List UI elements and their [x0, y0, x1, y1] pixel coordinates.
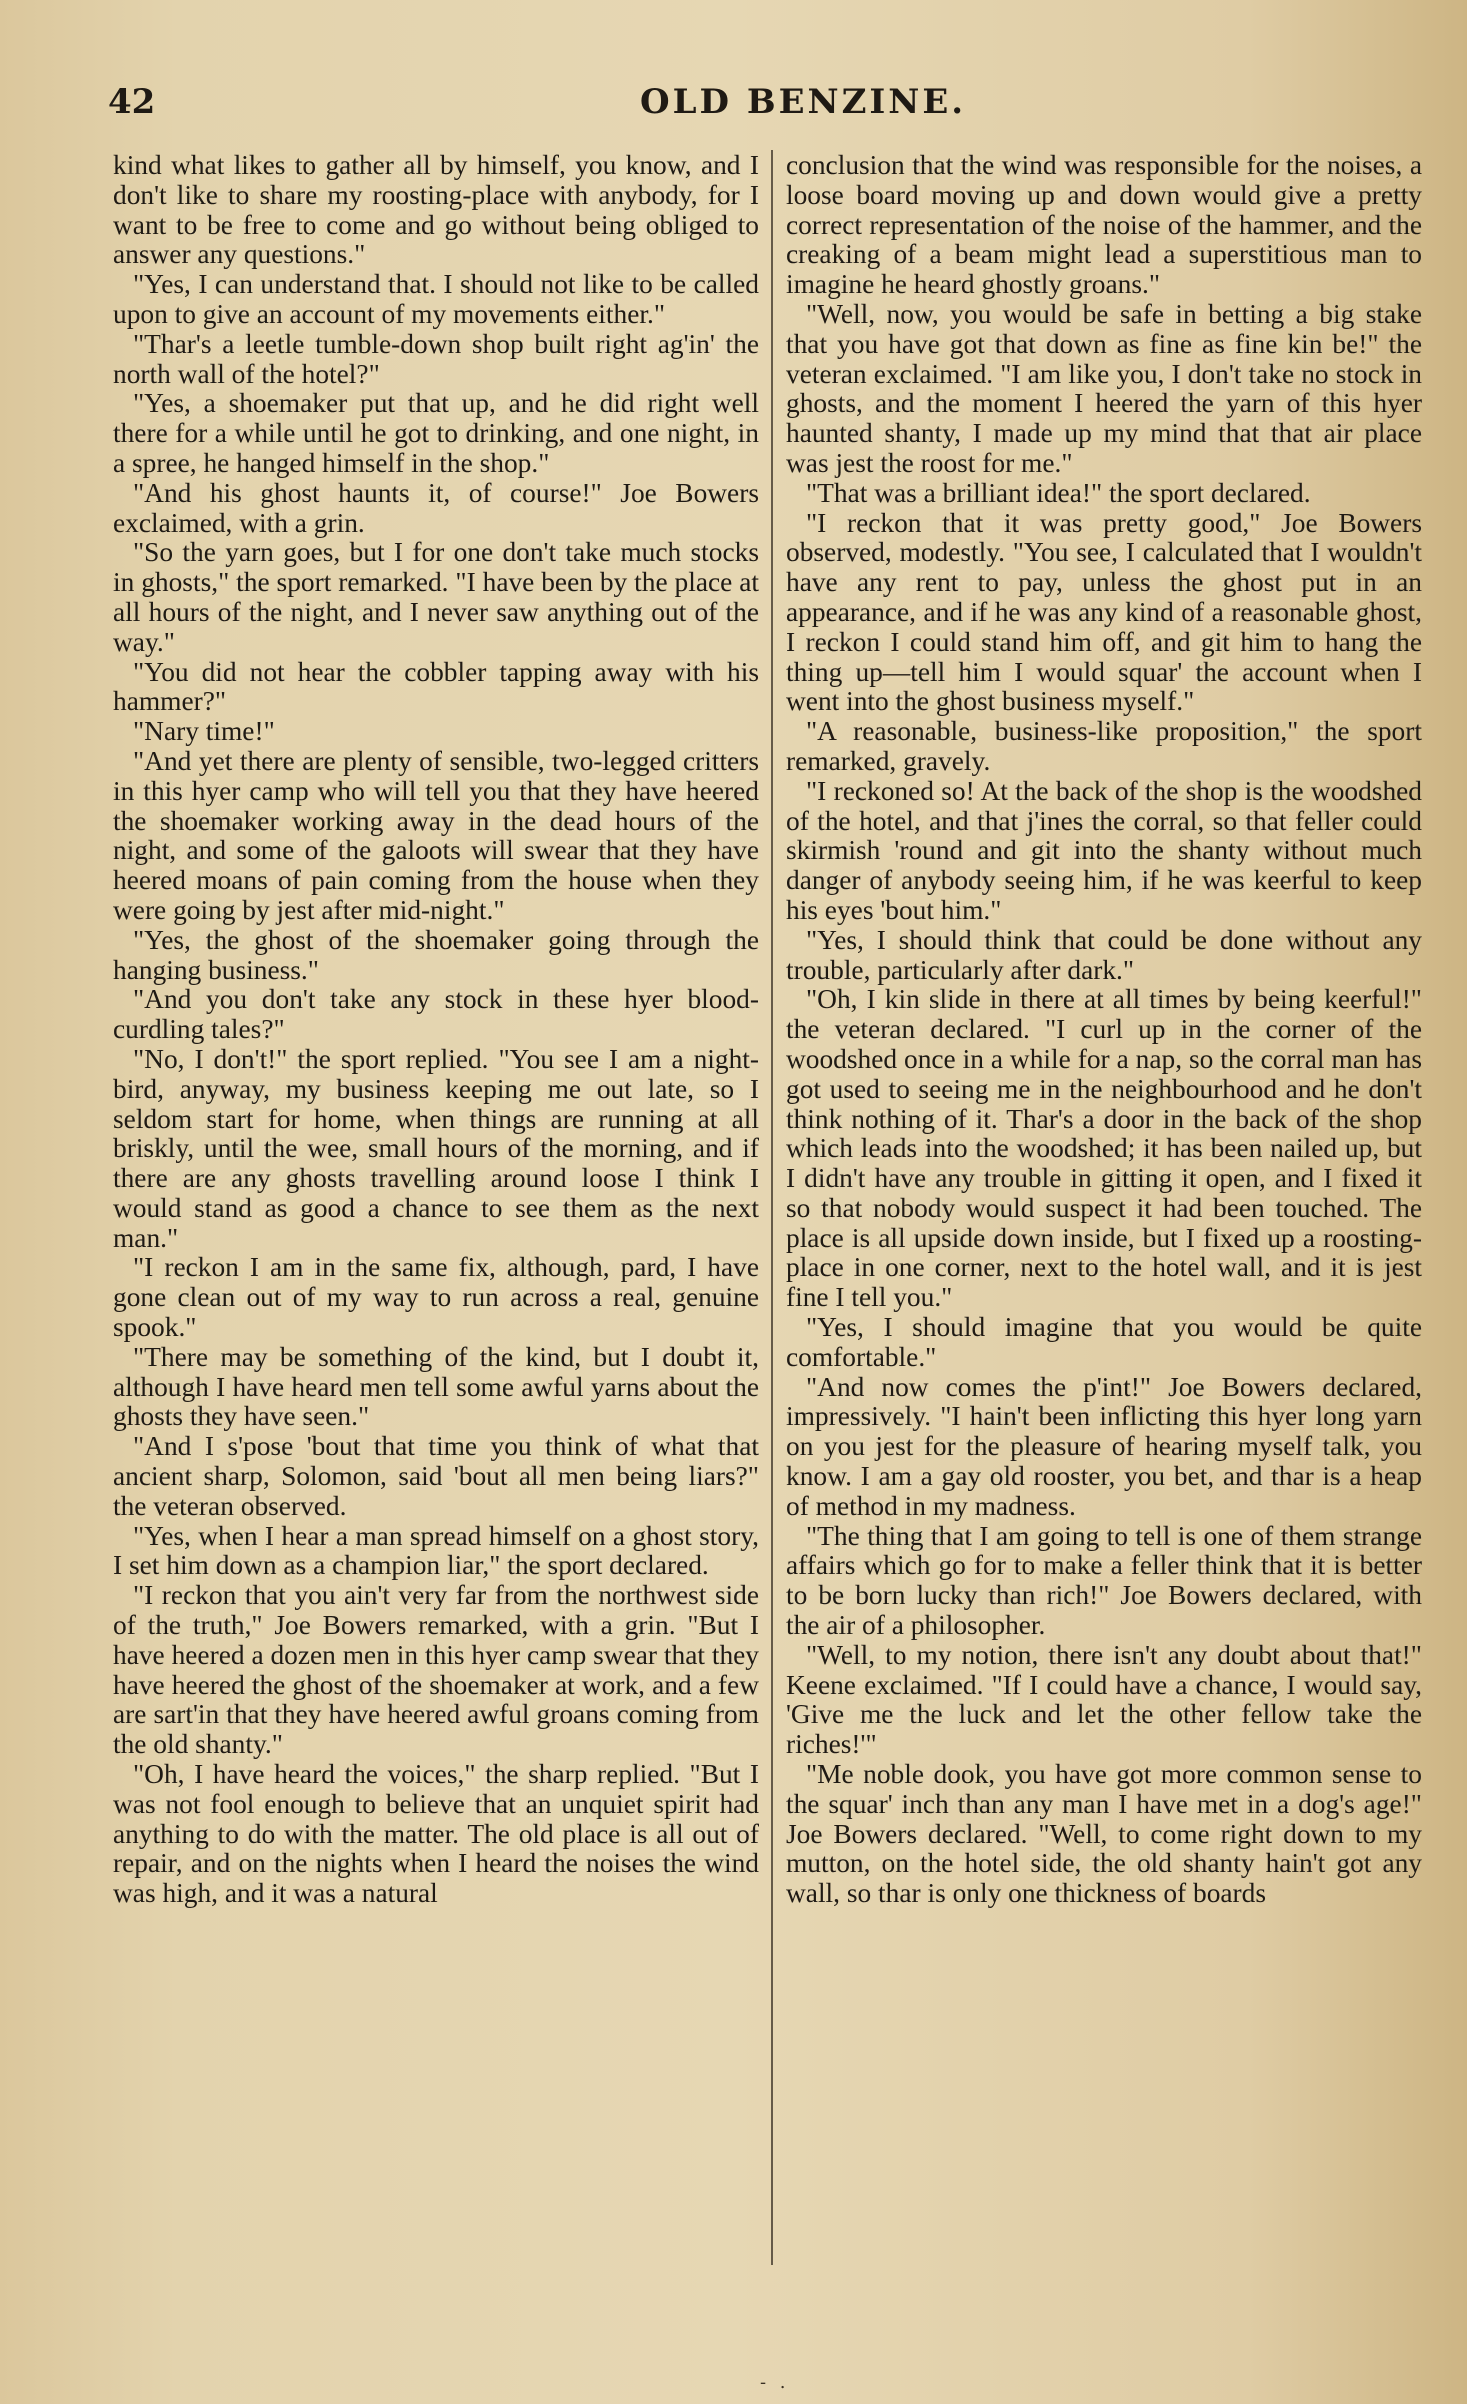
- paragraph: "Nary time!": [133, 716, 275, 747]
- running-title: OLD BENZINE.: [640, 82, 967, 122]
- page-header: [100, 82, 1430, 126]
- right-column: [786, 151, 1422, 1909]
- paragraph: "No, I don't!" the sport replied. "You see I am a night-bird, anyway, my business keeping me out late, so I seldom start for home, when things are running at all briskly, until the wee, small hours of the morning, and if there are any ghosts travelling around loose I think I would stand as good a chance to see them as the next man.": [113, 1043, 759, 1253]
- paragraph: kind what likes to gather all by himself, you know, and I don't like to share my roosting-place with anybody, for I want to be free to come and go without being obliged to answer any questions.": [113, 150, 759, 270]
- paragraph: "That was a brilliant idea!" the sport declared.: [806, 477, 1311, 508]
- paragraph: "Yes, I can understand that. I should not like to be called upon to give an account of my movements either.": [113, 269, 759, 329]
- paragraph: "Well, to my notion, there isn't any doubt about that!" Keene exclaimed. "If I could have a chance, I would say, 'Give me the luck and let the other fellow take the riches!'": [786, 1639, 1422, 1760]
- paragraph: "And you don't take any stock in these hyer blood-curdling tales?": [113, 984, 759, 1045]
- paragraph: "Yes, I should imagine that you would be quite comfortable.": [786, 1312, 1422, 1372]
- paragraph: "There may be something of the kind, but I doubt it, although I have heard men tell some awful yarns about the ghosts they have seen.": [113, 1341, 759, 1432]
- paragraph: "And yet there are plenty of sensible, two-legged critters in this hyer camp who will tell you that they have heered the shoemaker working away in the dead hours of the night, and some of the galoots will swear that they have heered moans of pain coming from the house when they were going by jest after mid-night.": [113, 745, 759, 925]
- paragraph: "I reckon I am in the same fix, although, pard, I have gone clean out of my way to run across a real, genuine spook.": [113, 1252, 759, 1343]
- paragraph: "The thing that I am going to tell is one of them strange affairs which go for to make a feller think that it is better to be born lucky than rich!" Joe Bowers declared, with the air of a philosopher.: [786, 1520, 1422, 1641]
- paragraph: "So the yarn goes, but I for one don't take much stocks in ghosts," the sport remarked. "I have been by the place at all hours of the night, and I never saw anything out of the way.": [113, 537, 759, 657]
- paragraph: "Me noble dook, you have got more common sense to the squar' inch than any man I have met in a dog's age!" Joe Bowers declared. "Well, to come right down to my mutton, on the hotel side, the old shanty hain't got any wall, so thar is only one thickness of boards: [786, 1759, 1422, 1909]
- paragraph: conclusion that the wind was responsible for the noises, a loose board moving up and down would give a pretty correct representation of the noise of the hammer, and the creaking of a beam might lead a superstitious man to imagine he heard ghostly groans.": [786, 150, 1422, 300]
- paragraph: "Yes, the ghost of the shoemaker going through the hanging business.": [113, 924, 759, 985]
- paragraph: "A reasonable, business-like proposition," the sport remarked, gravely.: [786, 716, 1422, 776]
- paragraph: "And his ghost haunts it, of course!" Joe Bowers exclaimed, with a grin.: [113, 477, 759, 538]
- page-number: 42: [108, 82, 156, 122]
- paragraph: "You did not hear the cobbler tapping away with his hammer?": [113, 656, 759, 717]
- paragraph: "Yes, a shoemaker put that up, and he did right well there for a while until he got to drinking, and one night, in a spree, he hanged himself in the shop.": [113, 388, 759, 478]
- paragraph: "Yes, when I hear a man spread himself on a ghost story, I set him down as a champion liar," the sport declared.: [113, 1520, 759, 1581]
- paragraph: "And I s'pose 'bout that time you think of what that ancient sharp, Solomon, said 'bout all men being liars?" the veteran observed.: [113, 1431, 759, 1521]
- paragraph: "Thar's a leetle tumble-down shop built right ag'in' the north wall of the hotel?": [113, 328, 759, 389]
- paragraph: "Oh, I kin slide in there at all times by being keerful!" the veteran declared. "I curl up in the corner of the woodshed once in a while for a nap, so the corral man has got used to seeing me in the neighbourhood and he don't think nothing of it. Thar's a door in the back of the shop which leads into the woodshed; it has been nailed up, but I didn't have any trouble in gitting it open, and I fixed it so that nobody would suspect it had been touched. The place is all upside down inside, but I fixed up a roosting-place in one corner, next to the hotel wall, and it is jest fine I tell you.": [786, 984, 1422, 1313]
- paragraph: "I reckon that you ain't very far from the northwest side of the truth," Joe Bowers remarked, with a grin. "But I have heered a dozen men in this hyer camp swear that they have heered the ghost of the shoemaker at work, and a few are sart'in that they have heered awful groans coming from the old shanty.": [113, 1580, 759, 1760]
- paragraph: "I reckoned so! At the back of the shop is the woodshed of the hotel, and that j'ines the corral, so that feller could skirmish 'round and git into the shanty without much danger of anybody seeing him, if he was keerful to keep his eyes 'bout him.": [786, 775, 1422, 925]
- left-column: [113, 151, 759, 1909]
- footer-mark: - .: [760, 2372, 790, 2393]
- paragraph: "Well, now, you would be safe in betting a big stake that you have got that down as fine as fine kin be!" the veteran exclaimed. "I am like you, I don't take no stock in ghosts, and the moment I heered the yarn of this hyer haunted shanty, I made up my mind that that air place was jest the roost for me.": [786, 298, 1422, 478]
- paragraph: "Oh, I have heard the voices," the sharp replied. "But I was not fool enough to believe that an unquiet spirit had anything to do with the matter. The old place is all out of repair, and on the nights when I heard the noises the wind was high, and it was a natural: [113, 1759, 759, 1909]
- paragraph: "I reckon that it was pretty good," Joe Bowers observed, modestly. "You see, I calculated that I wouldn't have any rent to pay, unless the ghost put in an appearance, and if he was any kind of a reasonable ghost, I reckon I could stand him off, and git him to hang the thing up—tell him I would squar' the account when I went into the ghost business myself.": [786, 507, 1422, 717]
- paragraph: "Yes, I should think that could be done without any trouble, particularly after dark.": [786, 924, 1422, 985]
- column-rule: [771, 150, 773, 2265]
- paragraph: "And now comes the p'int!" Joe Bowers declared, impressively. "I hain't been inflicting this hyer long yarn on you jest for the pleasure of hearing myself talk, you know. I am a gay old rooster, you bet, and thar is a heap of method in my madness.: [786, 1371, 1422, 1521]
